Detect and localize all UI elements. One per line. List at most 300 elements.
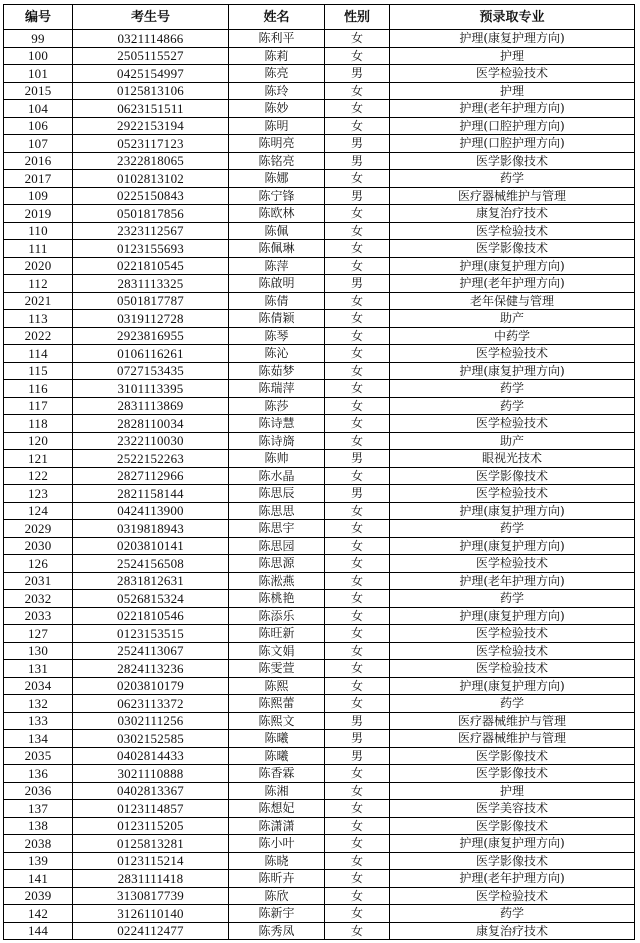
cell-exam-no: 0123115205 (73, 817, 229, 835)
cell-major: 医学检验技术 (390, 222, 635, 240)
cell-no: 123 (4, 485, 73, 503)
cell-sex: 女 (325, 870, 390, 888)
cell-no: 2019 (4, 205, 73, 223)
table-row (4, 695, 635, 713)
cell-no: 2039 (4, 887, 73, 905)
cell-exam-no: 0402813367 (73, 782, 229, 800)
cell-name: 陈明 (229, 117, 325, 135)
cell-no: 104 (4, 100, 73, 118)
table-row (4, 660, 635, 678)
table-row (4, 292, 635, 310)
table-body (4, 30, 635, 940)
cell-major: 护理(康复护理方向) (390, 677, 635, 695)
cell-major: 医学美容技术 (390, 800, 635, 818)
cell-sex: 女 (325, 835, 390, 853)
cell-major: 医学检验技术 (390, 625, 635, 643)
cell-major: 医疗器械维护与管理 (390, 187, 635, 205)
cell-sex: 女 (325, 117, 390, 135)
cell-name: 陈明亮 (229, 135, 325, 153)
cell-no: 2020 (4, 257, 73, 275)
cell-name: 陈小叶 (229, 835, 325, 853)
cell-exam-no: 0727153435 (73, 362, 229, 380)
cell-sex: 男 (325, 152, 390, 170)
cell-no: 106 (4, 117, 73, 135)
cell-exam-no: 0425154997 (73, 65, 229, 83)
cell-exam-no: 2505115527 (73, 47, 229, 65)
cell-name: 陈诗慧 (229, 415, 325, 433)
cell-no: 2016 (4, 152, 73, 170)
cell-major: 护理(老年护理方向) (390, 100, 635, 118)
table-row (4, 555, 635, 573)
table-row (4, 310, 635, 328)
cell-no: 107 (4, 135, 73, 153)
cell-major: 药学 (390, 520, 635, 538)
cell-exam-no: 3126110140 (73, 905, 229, 923)
cell-major: 药学 (390, 380, 635, 398)
cell-exam-no: 0106116261 (73, 345, 229, 363)
cell-major: 护理(康复护理方向) (390, 607, 635, 625)
cell-name: 陈欧林 (229, 205, 325, 223)
cell-no: 2015 (4, 82, 73, 100)
cell-sex: 女 (325, 695, 390, 713)
cell-exam-no: 2322110030 (73, 432, 229, 450)
cell-major: 医学影像技术 (390, 240, 635, 258)
cell-major: 药学 (390, 397, 635, 415)
cell-no: 100 (4, 47, 73, 65)
cell-major: 护理(康复护理方向) (390, 537, 635, 555)
table-row (4, 205, 635, 223)
cell-name: 陈倩颖 (229, 310, 325, 328)
cell-name: 陈啟明 (229, 275, 325, 293)
cell-major: 药学 (390, 905, 635, 923)
cell-no: 111 (4, 240, 73, 258)
table-row (4, 135, 635, 153)
table-row (4, 415, 635, 433)
cell-sex: 女 (325, 100, 390, 118)
cell-exam-no: 2522152263 (73, 450, 229, 468)
cell-sex: 女 (325, 520, 390, 538)
cell-exam-no: 0125813106 (73, 82, 229, 100)
cell-no: 132 (4, 695, 73, 713)
cell-name: 陈湘 (229, 782, 325, 800)
cell-sex: 女 (325, 905, 390, 923)
cell-major: 医学检验技术 (390, 415, 635, 433)
table-row (4, 537, 635, 555)
cell-major: 医学影像技术 (390, 467, 635, 485)
cell-name: 陈倩 (229, 292, 325, 310)
cell-sex: 女 (325, 467, 390, 485)
cell-no: 2017 (4, 170, 73, 188)
table-row (4, 922, 635, 940)
cell-no: 120 (4, 432, 73, 450)
cell-major: 医学检验技术 (390, 485, 635, 503)
cell-exam-no: 0302111256 (73, 712, 229, 730)
cell-name: 陈文娟 (229, 642, 325, 660)
cell-exam-no: 0623151511 (73, 100, 229, 118)
table-row (4, 222, 635, 240)
table-row (4, 502, 635, 520)
cell-no: 2029 (4, 520, 73, 538)
cell-exam-no: 0321114866 (73, 30, 229, 48)
table-row (4, 870, 635, 888)
cell-name: 陈亮 (229, 65, 325, 83)
cell-sex: 女 (325, 555, 390, 573)
cell-sex: 女 (325, 432, 390, 450)
cell-no: 2033 (4, 607, 73, 625)
cell-sex: 女 (325, 800, 390, 818)
table-row (4, 450, 635, 468)
table-row (4, 782, 635, 800)
table-row (4, 152, 635, 170)
table-row (4, 327, 635, 345)
cell-name: 陈晓 (229, 852, 325, 870)
cell-no: 113 (4, 310, 73, 328)
cell-exam-no: 2922153194 (73, 117, 229, 135)
cell-no: 130 (4, 642, 73, 660)
cell-exam-no: 0224112477 (73, 922, 229, 940)
cell-sex: 女 (325, 257, 390, 275)
table-row (4, 117, 635, 135)
cell-major: 老年保健与管理 (390, 292, 635, 310)
cell-name: 陈思园 (229, 537, 325, 555)
cell-name: 陈曦 (229, 747, 325, 765)
cell-major: 康复治疗技术 (390, 205, 635, 223)
table-row (4, 362, 635, 380)
cell-name: 陈帅 (229, 450, 325, 468)
cell-major: 医学检验技术 (390, 65, 635, 83)
table-row (4, 677, 635, 695)
cell-sex: 女 (325, 502, 390, 520)
cell-sex: 男 (325, 65, 390, 83)
cell-major: 护理(口腔护理方向) (390, 117, 635, 135)
cell-name: 陈曦 (229, 730, 325, 748)
cell-no: 101 (4, 65, 73, 83)
cell-exam-no: 2821158144 (73, 485, 229, 503)
cell-name: 陈思辰 (229, 485, 325, 503)
cell-sex: 男 (325, 485, 390, 503)
table-row (4, 47, 635, 65)
cell-name: 陈思思 (229, 502, 325, 520)
cell-sex: 女 (325, 607, 390, 625)
admission-table (3, 4, 635, 940)
cell-sex: 女 (325, 415, 390, 433)
cell-name: 陈雯萱 (229, 660, 325, 678)
cell-major: 护理(康复护理方向) (390, 257, 635, 275)
cell-exam-no: 0424113900 (73, 502, 229, 520)
cell-sex: 女 (325, 362, 390, 380)
cell-exam-no: 0501817856 (73, 205, 229, 223)
cell-name: 陈妙 (229, 100, 325, 118)
cell-exam-no: 2322818065 (73, 152, 229, 170)
cell-exam-no: 0203810141 (73, 537, 229, 555)
cell-exam-no: 2923816955 (73, 327, 229, 345)
table-row (4, 712, 635, 730)
cell-name: 陈思源 (229, 555, 325, 573)
cell-no: 2031 (4, 572, 73, 590)
cell-no: 137 (4, 800, 73, 818)
cell-major: 护理(康复护理方向) (390, 835, 635, 853)
cell-no: 121 (4, 450, 73, 468)
cell-exam-no: 3130817739 (73, 887, 229, 905)
cell-sex: 女 (325, 82, 390, 100)
cell-no: 133 (4, 712, 73, 730)
cell-sex: 男 (325, 275, 390, 293)
cell-exam-no: 0123115214 (73, 852, 229, 870)
cell-exam-no: 2831113869 (73, 397, 229, 415)
cell-exam-no: 0623113372 (73, 695, 229, 713)
cell-exam-no: 2831812631 (73, 572, 229, 590)
cell-no: 2035 (4, 747, 73, 765)
cell-no: 99 (4, 30, 73, 48)
cell-no: 2036 (4, 782, 73, 800)
cell-name: 陈娜 (229, 170, 325, 188)
table-row (4, 187, 635, 205)
table-row (4, 730, 635, 748)
cell-exam-no: 0125813281 (73, 835, 229, 853)
cell-major: 护理 (390, 82, 635, 100)
cell-major: 眼视光技术 (390, 450, 635, 468)
cell-no: 115 (4, 362, 73, 380)
cell-exam-no: 2828110034 (73, 415, 229, 433)
table-row (4, 257, 635, 275)
cell-name: 陈莉 (229, 47, 325, 65)
cell-sex: 男 (325, 730, 390, 748)
cell-name: 陈宁锋 (229, 187, 325, 205)
cell-major: 护理 (390, 782, 635, 800)
cell-major: 医学检验技术 (390, 887, 635, 905)
table-row (4, 765, 635, 783)
cell-name: 陈熙文 (229, 712, 325, 730)
cell-name: 陈桃艳 (229, 590, 325, 608)
cell-no: 136 (4, 765, 73, 783)
cell-major: 医学影像技术 (390, 852, 635, 870)
cell-exam-no: 2831113325 (73, 275, 229, 293)
cell-sex: 女 (325, 782, 390, 800)
table-row (4, 100, 635, 118)
cell-name: 陈铭亮 (229, 152, 325, 170)
cell-name: 陈水晶 (229, 467, 325, 485)
cell-no: 138 (4, 817, 73, 835)
header-name: 姓名 (229, 5, 325, 30)
cell-no: 117 (4, 397, 73, 415)
table-row (4, 852, 635, 870)
cell-major: 护理(老年护理方向) (390, 572, 635, 590)
cell-exam-no: 0221810546 (73, 607, 229, 625)
cell-name: 陈熙 (229, 677, 325, 695)
cell-sex: 女 (325, 345, 390, 363)
table-row (4, 607, 635, 625)
cell-exam-no: 0102813102 (73, 170, 229, 188)
cell-no: 109 (4, 187, 73, 205)
cell-exam-no: 0319818943 (73, 520, 229, 538)
cell-exam-no: 0523117123 (73, 135, 229, 153)
cell-sex: 男 (325, 450, 390, 468)
cell-sex: 女 (325, 642, 390, 660)
cell-exam-no: 2524156508 (73, 555, 229, 573)
cell-exam-no: 2824113236 (73, 660, 229, 678)
header-exam-no: 考生号 (73, 5, 229, 30)
cell-exam-no: 0501817787 (73, 292, 229, 310)
cell-major: 护理 (390, 47, 635, 65)
cell-name: 陈思宇 (229, 520, 325, 538)
cell-sex: 女 (325, 380, 390, 398)
cell-no: 116 (4, 380, 73, 398)
cell-no: 142 (4, 905, 73, 923)
cell-name: 陈佩 (229, 222, 325, 240)
cell-major: 医疗器械维护与管理 (390, 712, 635, 730)
cell-name: 陈欣 (229, 887, 325, 905)
table-row (4, 642, 635, 660)
table-row (4, 485, 635, 503)
cell-exam-no: 2827112966 (73, 467, 229, 485)
cell-no: 110 (4, 222, 73, 240)
cell-sex: 女 (325, 205, 390, 223)
cell-major: 康复治疗技术 (390, 922, 635, 940)
table-row (4, 747, 635, 765)
cell-sex: 女 (325, 887, 390, 905)
cell-name: 陈新宇 (229, 905, 325, 923)
table-row (4, 625, 635, 643)
cell-no: 2038 (4, 835, 73, 853)
cell-name: 陈莎 (229, 397, 325, 415)
cell-sex: 女 (325, 30, 390, 48)
table-row (4, 240, 635, 258)
table-row (4, 30, 635, 48)
cell-major: 医学影像技术 (390, 152, 635, 170)
cell-name: 陈利平 (229, 30, 325, 48)
cell-name: 陈潇潇 (229, 817, 325, 835)
cell-no: 2032 (4, 590, 73, 608)
cell-sex: 男 (325, 187, 390, 205)
cell-no: 122 (4, 467, 73, 485)
cell-exam-no: 0203810179 (73, 677, 229, 695)
cell-major: 医疗器械维护与管理 (390, 730, 635, 748)
cell-name: 陈瑞萍 (229, 380, 325, 398)
cell-exam-no: 0402814433 (73, 747, 229, 765)
cell-major: 助产 (390, 432, 635, 450)
cell-sex: 女 (325, 537, 390, 555)
cell-major: 医学检验技术 (390, 345, 635, 363)
table-row (4, 432, 635, 450)
cell-name: 陈茹梦 (229, 362, 325, 380)
cell-major: 护理(口腔护理方向) (390, 135, 635, 153)
cell-sex: 女 (325, 47, 390, 65)
cell-no: 2034 (4, 677, 73, 695)
cell-no: 2022 (4, 327, 73, 345)
table-row (4, 520, 635, 538)
cell-name: 陈旺新 (229, 625, 325, 643)
table-row (4, 397, 635, 415)
cell-major: 护理(康复护理方向) (390, 30, 635, 48)
cell-sex: 女 (325, 310, 390, 328)
cell-exam-no: 3101113395 (73, 380, 229, 398)
table-row (4, 275, 635, 293)
cell-exam-no: 0526815324 (73, 590, 229, 608)
cell-name: 陈佩琳 (229, 240, 325, 258)
cell-exam-no: 2524113067 (73, 642, 229, 660)
cell-no: 131 (4, 660, 73, 678)
table-row (4, 82, 635, 100)
cell-sex: 女 (325, 397, 390, 415)
cell-name: 陈琴 (229, 327, 325, 345)
cell-sex: 男 (325, 135, 390, 153)
table-row (4, 572, 635, 590)
table-row (4, 817, 635, 835)
table-row (4, 905, 635, 923)
cell-no: 139 (4, 852, 73, 870)
table-row (4, 380, 635, 398)
cell-major: 护理(老年护理方向) (390, 275, 635, 293)
cell-major: 护理(康复护理方向) (390, 362, 635, 380)
header-sex: 性别 (325, 5, 390, 30)
cell-no: 134 (4, 730, 73, 748)
table-row (4, 345, 635, 363)
header-no: 编号 (4, 5, 73, 30)
cell-exam-no: 0225150843 (73, 187, 229, 205)
cell-sex: 女 (325, 852, 390, 870)
cell-sex: 女 (325, 170, 390, 188)
cell-exam-no: 0123153515 (73, 625, 229, 643)
table-header (4, 5, 635, 30)
cell-exam-no: 0123155693 (73, 240, 229, 258)
cell-no: 144 (4, 922, 73, 940)
header-major: 预录取专业 (390, 5, 635, 30)
table-row (4, 590, 635, 608)
cell-name: 陈萍 (229, 257, 325, 275)
cell-sex: 女 (325, 590, 390, 608)
cell-sex: 女 (325, 292, 390, 310)
cell-major: 药学 (390, 590, 635, 608)
cell-sex: 女 (325, 240, 390, 258)
table-row (4, 835, 635, 853)
cell-major: 医学影像技术 (390, 747, 635, 765)
cell-name: 陈淞燕 (229, 572, 325, 590)
cell-sex: 女 (325, 222, 390, 240)
cell-sex: 女 (325, 765, 390, 783)
cell-major: 护理(康复护理方向) (390, 502, 635, 520)
cell-exam-no: 0123114857 (73, 800, 229, 818)
cell-sex: 女 (325, 677, 390, 695)
cell-sex: 女 (325, 660, 390, 678)
cell-name: 陈昕卉 (229, 870, 325, 888)
cell-no: 141 (4, 870, 73, 888)
cell-name: 陈想妃 (229, 800, 325, 818)
table-row (4, 170, 635, 188)
cell-name: 陈熙蕾 (229, 695, 325, 713)
cell-name: 陈添乐 (229, 607, 325, 625)
cell-major: 医学影像技术 (390, 765, 635, 783)
table-row (4, 800, 635, 818)
cell-sex: 男 (325, 747, 390, 765)
table-row (4, 65, 635, 83)
cell-exam-no: 0221810545 (73, 257, 229, 275)
cell-major: 医学检验技术 (390, 555, 635, 573)
cell-major: 医学检验技术 (390, 660, 635, 678)
cell-name: 陈玲 (229, 82, 325, 100)
cell-no: 2021 (4, 292, 73, 310)
cell-major: 中药学 (390, 327, 635, 345)
cell-major: 助产 (390, 310, 635, 328)
cell-sex: 女 (325, 572, 390, 590)
cell-no: 118 (4, 415, 73, 433)
cell-exam-no: 2831111418 (73, 870, 229, 888)
cell-exam-no: 0319112728 (73, 310, 229, 328)
cell-no: 127 (4, 625, 73, 643)
cell-sex: 女 (325, 817, 390, 835)
cell-exam-no: 2323112567 (73, 222, 229, 240)
cell-name: 陈诗旖 (229, 432, 325, 450)
cell-no: 124 (4, 502, 73, 520)
